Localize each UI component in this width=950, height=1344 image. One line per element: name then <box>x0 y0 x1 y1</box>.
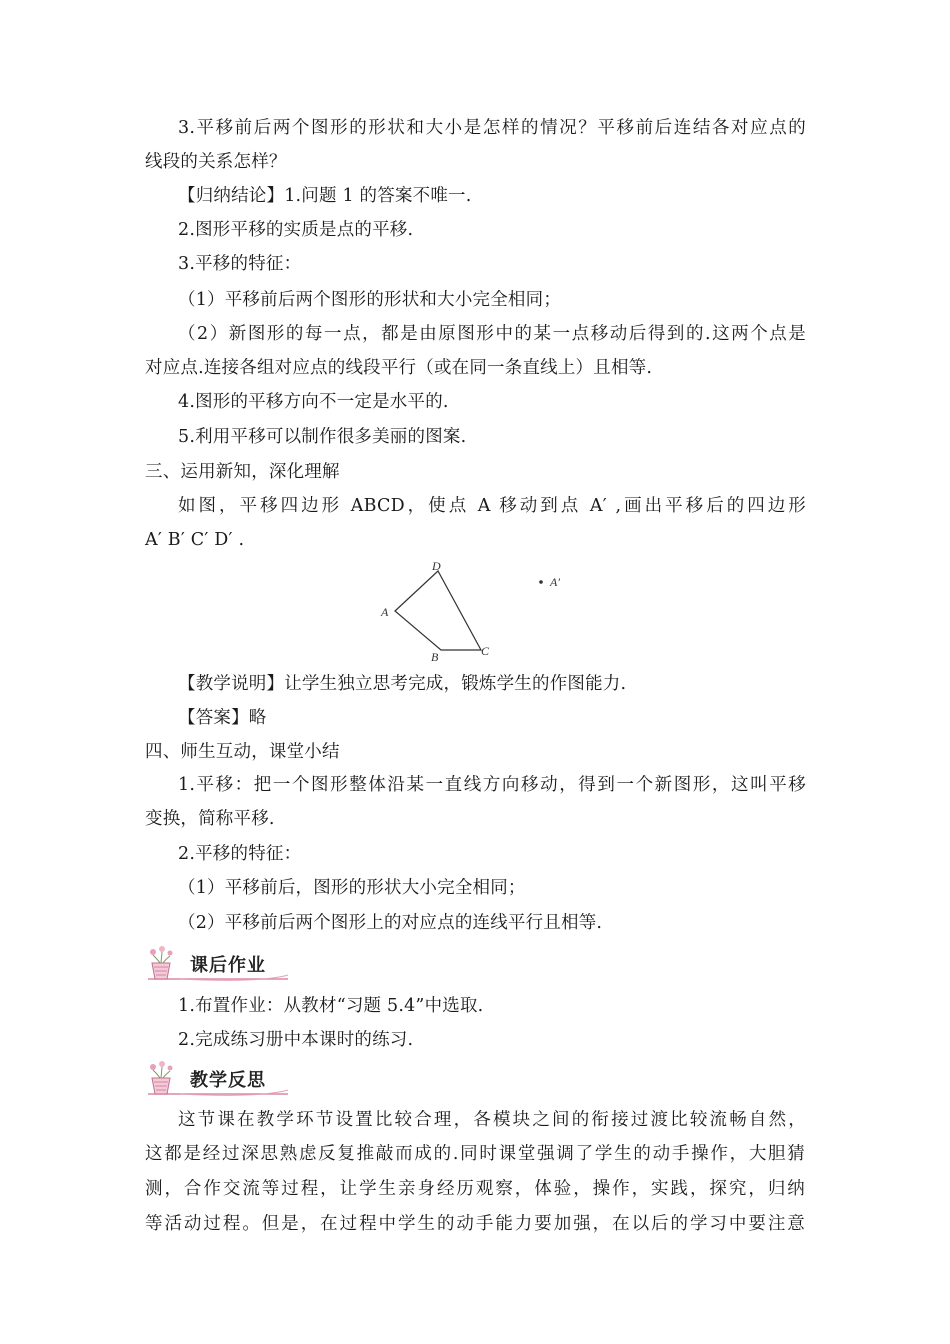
reflection-heading: 教学反思 <box>190 1070 266 1091</box>
summary-2-feature-2: （2）平移前后两个图形上的对应点的连线平行且相等. <box>178 913 603 933</box>
point-a-prime <box>539 580 543 584</box>
reflection-line-3: 测，合作交流等过程，让学生亲身经历观察，体验，操作，实践，探究，归纳 <box>145 1179 805 1199</box>
reflection-banner <box>140 1058 295 1098</box>
feature-2-line-1: （2）新图形的每一点，都是由原图形中的某一点移动后得到的.这两个点是 <box>178 324 806 344</box>
label-a-prime: A′ <box>550 575 560 589</box>
example-line-1: 如图，平移四边形 ABCD，使点 A 移动到点 A′ ,画出平移后的四边形 <box>178 496 806 516</box>
section-4-heading: 四、师生互动，课堂小结 <box>145 742 340 762</box>
label-b: B <box>431 650 439 664</box>
conclusion-4: 4.图形的平移方向不一定是水平的. <box>178 392 449 412</box>
homework-banner <box>140 943 295 983</box>
reflection-line-4: 等活动过程。但是，在过程中学生的动手能力要加强，在以后的学习中要注意 <box>145 1214 805 1234</box>
homework-heading: 课后作业 <box>190 955 266 976</box>
summary-2-feature-1: （1）平移前后，图形的形状大小完全相同； <box>178 878 526 898</box>
feature-1: （1）平移前后两个图形的形状和大小完全相同； <box>178 290 562 310</box>
section-3-heading: 三、运用新知，深化理解 <box>145 462 340 482</box>
conclusion-1: 【归纳结论】1.问题 1 的答案不唯一. <box>178 186 472 206</box>
label-a: A <box>381 605 389 619</box>
reflection-line-2: 这都是经过深思熟虑反复推敲而成的.同时课堂强调了学生的动手操作，大胆猜 <box>145 1144 805 1164</box>
conclusion-2: 2.图形平移的实质是点的平移. <box>178 220 414 240</box>
question-3-line-2: 线段的关系怎样？ <box>145 152 287 172</box>
label-c: C <box>481 644 490 658</box>
summary-1-line-1: 1.平移：把一个图形整体沿某一直线方向移动，得到一个新图形，这叫平移 <box>178 775 806 795</box>
teaching-note: 【教学说明】让学生独立思考完成，锻炼学生的作图能力. <box>178 674 627 694</box>
reflection-line-1: 这节课在教学环节设置比较合理，各模块之间的衔接过渡比较流畅自然， <box>178 1110 806 1130</box>
example-line-2: A′ B′ C′ D′ . <box>145 530 245 550</box>
feature-2-line-2: 对应点.连接各组对应点的线段平行（或在同一条直线上）且相等. <box>145 358 653 378</box>
conclusion-5: 5.利用平移可以制作很多美丽的图案. <box>178 427 467 447</box>
summary-2: 2.平移的特征： <box>178 844 302 864</box>
summary-1-line-2: 变换，简称平移. <box>145 809 275 829</box>
label-d: D <box>432 559 441 573</box>
question-3-line-1: 3.平移前后两个图形的形状和大小是怎样的情况？平移前后连结各对应点的 <box>178 118 806 138</box>
homework-2: 2.完成练习册中本课时的练习. <box>178 1030 414 1050</box>
answer: 【答案】略 <box>178 708 267 728</box>
homework-1: 1.布置作业：从教材“习题 5.4”中选取. <box>178 996 484 1016</box>
conclusion-3: 3.平移的特征： <box>178 254 302 274</box>
quadrilateral-abcd <box>395 571 481 650</box>
quadrilateral-figure <box>375 555 585 665</box>
